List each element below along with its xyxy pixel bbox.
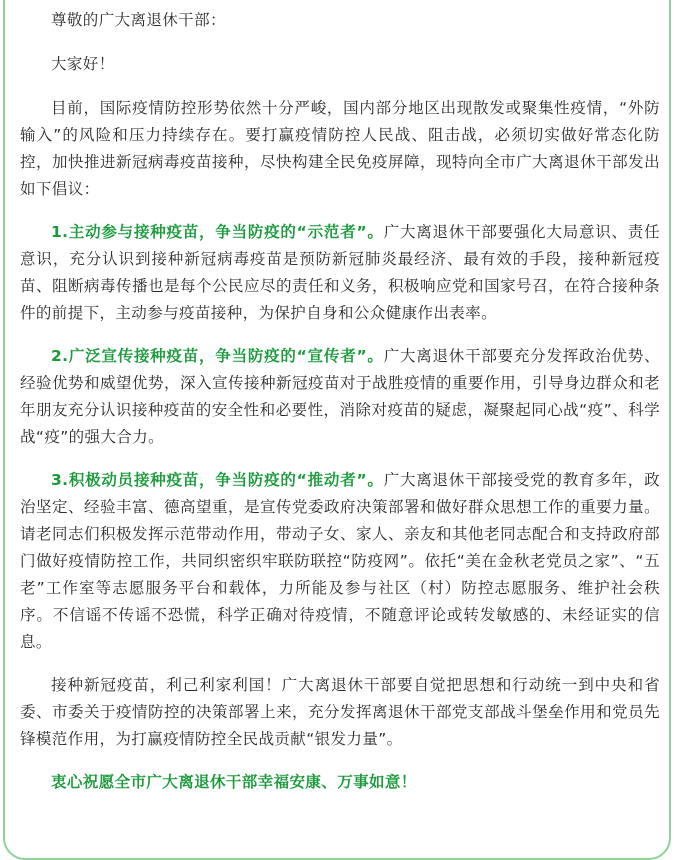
greeting: 大家好！ xyxy=(51,55,115,73)
closing-wish xyxy=(20,769,660,796)
proposal-item-2 xyxy=(20,343,660,451)
closing-wish-text: 衷心祝愿全市广大离退休干部幸福安康、万事如意！ xyxy=(51,773,417,791)
proposal-heading-3: 3.积极动员接种疫苗，争当防疫的“推动者”。 xyxy=(51,471,384,489)
proposal-item-1 xyxy=(20,219,660,327)
proposal-heading-2: 2.广泛宣传接种疫苗，争当防疫的“宣传者”。 xyxy=(51,347,384,365)
intro-paragraph: 目前，国际疫情防控形势依然十分严峻，国内部分地区出现散发或聚集性疫情，“外防输入”的风险和压力持续存在。要打赢疫情防控人民战、阻击战，必须切实做好常态化防控，加快推进新冠病毒疫苗接种，尽快构建全民免疫屏障，现特向全市广大离退休干部发出如下倡议： xyxy=(20,99,660,198)
proposal-body-2: 广大离退休干部要充分发挥政治优势、经验优势和威望优势，深入宣传接种新冠疫苗对于战胜疫情的重要作用，引导身边群众和老年朋友充分认识接种疫苗的安全性和必要性，消除对疫苗的疑虑，凝聚起同心战“疫”、科学战“疫”的强大合力。 xyxy=(20,347,660,446)
proposal-body-1: 广大离退休干部要强化大局意识、责任意识，充分认识到接种新冠病毒疫苗是预防新冠肺炎最经济、最有效的手段，接种新冠疫苗、阻断病毒传播也是每个公民应尽的责任和义务，积极响应党和国家号召，在符合接种条件的前提下，主动参与疫苗接种，为保护自身和公众健康作出表率。 xyxy=(20,223,660,322)
salutation: 尊敬的广大离退休干部： xyxy=(51,11,226,29)
letter-body xyxy=(20,7,660,812)
proposal-item-3 xyxy=(20,467,660,656)
proposal-heading-1: 1.主动参与接种疫苗，争当防疫的“示范者”。 xyxy=(51,223,384,241)
conclusion-paragraph: 接种新冠疫苗，利己利家利国！广大离退休干部要自觉把思想和行动统一到中央和省委、市委关于疫情防控的决策部署上来，充分发挥离退休干部党支部战斗堡垒作用和党员先锋模范作用，为打赢疫情防控全民战贡献“银发力量”。 xyxy=(20,676,660,748)
proposal-body-3: 广大离退休干部接受党的教育多年，政治坚定、经验丰富、德高望重，是宣传党委政府决策部署和做好群众思想工作的重要力量。请老同志们积极发挥示范带动作用，带动子女、家人、亲友和其他老同志配合和支持政府部门做好疫情防控工作，共同织密织牢联防联控“防疫网”。依托“美在金秋老党员之家”、“五老”工作室等志愿服务平台和载体，力所能及参与社区（村）防控志愿服务、维护社会秩序。不信谣不传谣不恐慌，科学正确对待疫情，不随意评论或转发敏感的、未经证实的信息。 xyxy=(20,471,660,651)
